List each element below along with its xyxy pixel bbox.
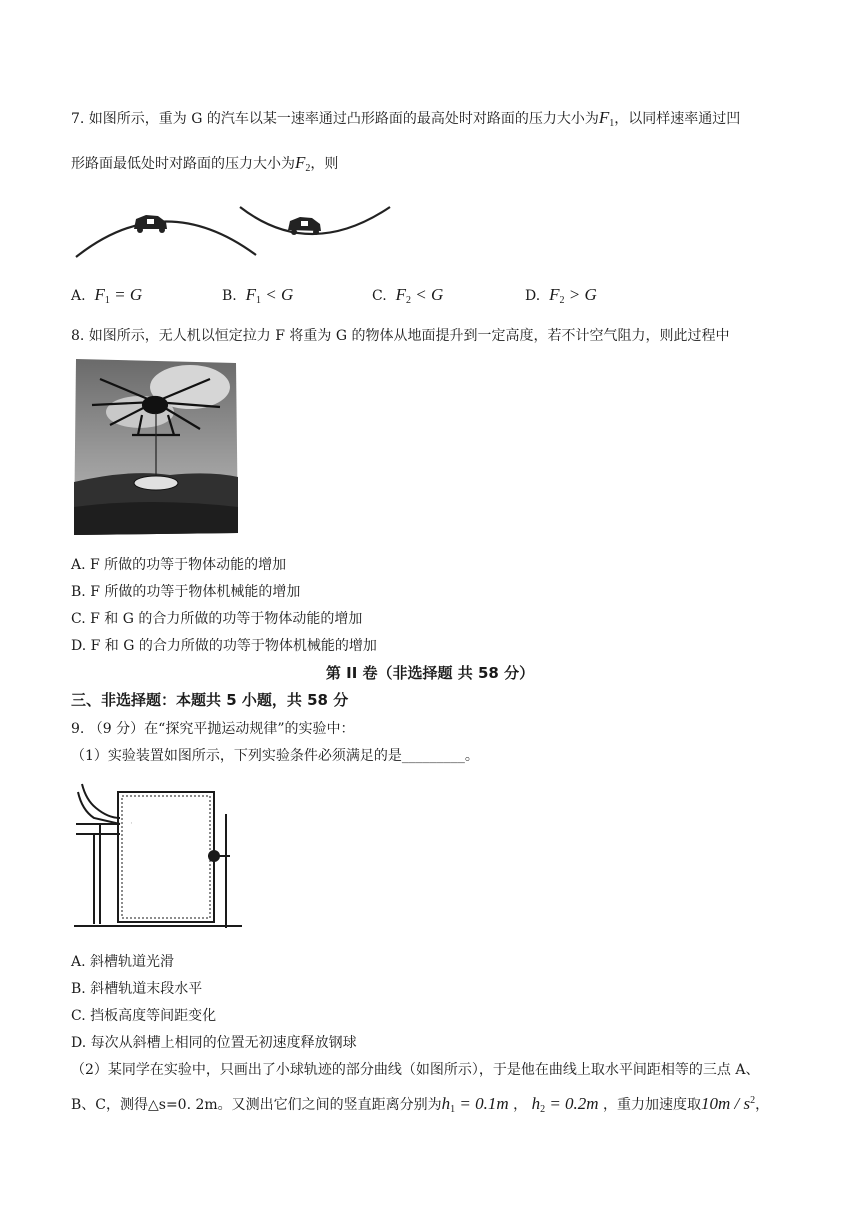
q9-sub2-line1: （2）某同学在实验中，只画出了小球轨迹的部分曲线（如图所示），于是他在曲线上取水平间距相等的三点 A、 [71, 1062, 760, 1078]
q9-sub2-line2: B、C，测得△s=0. 2m。又测出它们之间的竖直距离分别为$h_1 = 0.1m$ ， $h_2 = 0.2m$ ，重力加速度取$10m / s^2$， [71, 1094, 770, 1115]
q9-option-c[interactable]: C. 挡板高度等间距变化 [71, 1008, 217, 1024]
q8-option-c[interactable]: C. F 和 G 的合力所做的功等于物体动能的增加 [71, 611, 363, 627]
section3-title: 三、非选择题：本题共 5 小题，共 58 分 [71, 691, 349, 709]
payload-object [134, 476, 178, 490]
q8-option-a[interactable]: A. F 所做的功等于物体动能的增加 [71, 557, 287, 573]
q8-option-d[interactable]: D. F 和 G 的合力所做的功等于物体机械能的增加 [71, 638, 377, 654]
q7-option-c[interactable]: C. $F_2 < G$ [372, 285, 444, 306]
h2-value: $h_2 = 0.2m$ [531, 1094, 599, 1115]
q7-line2: 形路面最低处时对路面的压力大小为$F_2$，则 [71, 153, 339, 174]
q7-line1: 7. 如图所示，重为 G 的汽车以某一速率通过凸形路面的最高处时对路面的压力大小为$F_1$，以同样速率通过凹 [71, 108, 741, 129]
q7-option-b[interactable]: B. $F_1 < G$ [222, 285, 294, 306]
q7-option-a[interactable]: A. $F_1 = G$ [71, 285, 143, 306]
f1-symbol: $F_1$ [598, 108, 615, 129]
car-on-concave-road-icon [288, 217, 321, 235]
q9-option-a[interactable]: A. 斜槽轨道光滑 [71, 954, 175, 970]
q9-option-d[interactable]: D. 每次从斜槽上相同的位置无初速度释放钢球 [71, 1035, 357, 1051]
q9-sub1: （1）实验装置如图所示，下列实验条件必须满足的是_________。 [71, 748, 479, 764]
road-figure [74, 195, 394, 263]
svg-text:·: · [130, 819, 133, 829]
h1-value: $h_1 = 0.1m$ [441, 1094, 509, 1115]
q8-stem: 8. 如图所示，无人机以恒定拉力 F 将重为 G 的物体从地面提升到一定高度，若不计空气阻力，则此过程中 [71, 328, 730, 344]
g-value: $10m / s^2$ [701, 1094, 756, 1113]
q9-stem: 9. （9 分）在“探究平抛运动规律”的实验中： [71, 721, 355, 737]
drone-photo [70, 357, 240, 539]
q9-option-b[interactable]: B. 斜槽轨道末段水平 [71, 981, 203, 997]
part2-title: 第 II 卷（非选择题 共 58 分） [325, 664, 535, 682]
f2-symbol: $F_2$ [295, 153, 311, 174]
car-on-convex-road-icon [134, 215, 167, 233]
apparatus-figure [74, 778, 244, 930]
q7-option-d[interactable]: D. $F_2 > G$ [525, 285, 597, 306]
backboard [118, 792, 214, 922]
q8-option-b[interactable]: B. F 所做的功等于物体机械能的增加 [71, 584, 301, 600]
